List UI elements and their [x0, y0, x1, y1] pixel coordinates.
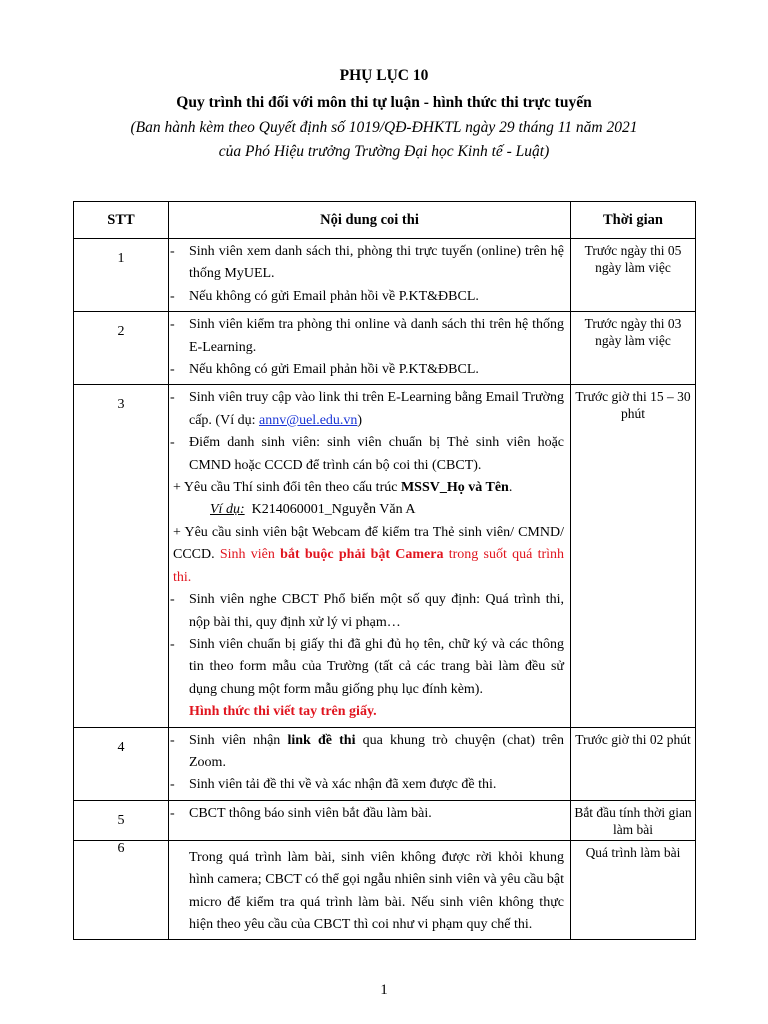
procedure-table [73, 201, 696, 940]
row-stt: 2 [74, 312, 169, 385]
table-row [74, 239, 696, 312]
row-paragraph: Trong quá trình làm bài, sinh viên không được rời khỏi khung hình camera; CBCT có thể gọi ngẫu nhiên sinh viên và yêu cầu bật micro để kiểm tra quá trình làm bài. Nếu sinh viên không thực hiện theo yêu cầu của CBCT thì coi như vi phạm quy chế thi. [189, 849, 564, 932]
row-time: Trước ngày thi 05 ngày làm việc [571, 239, 696, 312]
example-line: Ví dụ: K214060001_Nguyễn Văn A [210, 502, 416, 518]
appendix-title: PHỤ LỤC 10 [339, 67, 429, 84]
row-time: Quá trình làm bài [571, 840, 696, 940]
list-item: - Nếu không có gửi Email phản hồi về P.KT&ĐBCL. [170, 288, 479, 304]
column-header-content: Nội dung coi thi [169, 202, 571, 239]
column-header-stt: STT [74, 202, 169, 239]
list-item: - Nếu không có gửi Email phản hồi về P.KT&ĐBCL. [170, 362, 479, 378]
row-content [169, 239, 571, 312]
row-time: Bắt đầu tính thời gian làm bài [571, 800, 696, 840]
row-time: Trước ngày thi 03 ngày làm việc [571, 312, 696, 385]
table-row [74, 727, 696, 800]
table-row [74, 312, 696, 385]
sub-item-webcam: + Yêu cầu sinh viên bật Webcam để kiểm tra Thẻ sinh viên/ CMND/ CCCD. Sinh viên bắt buộc phải bật Camera trong suốt quá trình thi. [173, 524, 565, 585]
list-item: - Sinh viên truy cập vào link thi trên E-Learning bằng Email Trường cấp. (Ví dụ: annv@uel.edu.vn) [170, 390, 564, 428]
list-item: - CBCT thông báo sinh viên bắt đầu làm bài. [170, 805, 432, 821]
document-header [0, 66, 768, 164]
list-item: - Sinh viên kiểm tra phòng thi online và danh sách thi trên hệ thống E-Learning. [170, 317, 564, 355]
row-time: Trước giờ thi 02 phút [571, 727, 696, 800]
sub-item-rename: + Yêu cầu Thí sinh đổi tên theo cấu trúc MSSV_Họ và Tên. [173, 480, 513, 496]
row-content [169, 727, 571, 800]
list-item: - Sinh viên nghe CBCT Phổ biến một số quy định: Quá trình thi, nộp bài thi, quy định xử lý vi phạm… [170, 592, 564, 630]
document-subtitle-line1: (Ban hành kèm theo Quyết định số 1019/QĐ-ĐHKTL ngày 29 tháng 11 năm 2021 [130, 119, 638, 136]
column-header-time: Thời gian [571, 202, 696, 239]
list-item: - Sinh viên nhận link đề thi qua khung trò chuyện (chat) trên Zoom. [170, 732, 564, 770]
list-item: - Sinh viên tải đề thi về và xác nhận đã xem được đề thi. [170, 777, 497, 793]
document-subtitle-line2: của Phó Hiệu trưởng Trường Đại học Kinh tế - Luật) [218, 143, 550, 160]
row-stt: 3 [74, 385, 169, 727]
row-content [169, 840, 571, 940]
list-item: - Điểm danh sinh viên: sinh viên chuẩn bị Thẻ sinh viên hoặc CMND hoặc CCCD để trình cán bộ coi thi (CBCT). [170, 435, 564, 473]
row-stt: 1 [74, 239, 169, 312]
row-content [169, 312, 571, 385]
row-content [169, 385, 571, 727]
page-number: 1 [380, 982, 388, 998]
email-link[interactable]: annv@uel.edu.vn [258, 412, 358, 428]
table-header-row [74, 202, 696, 239]
row-content [169, 800, 571, 840]
table-row [74, 385, 696, 727]
row-stt: 5 [74, 800, 169, 840]
row-stt: 4 [74, 727, 169, 800]
row-stt: 6 [74, 840, 169, 940]
table-row [74, 840, 696, 940]
document-title: Quy trình thi đối với môn thi tự luận - hình thức thi trực tuyến [176, 94, 592, 111]
row-time: Trước giờ thi 15 – 30 phút [571, 385, 696, 727]
list-item: - Sinh viên xem danh sách thi, phòng thi trực tuyến (online) trên hệ thống MyUEL. [170, 244, 564, 282]
table-row [74, 800, 696, 840]
list-item: - Sinh viên chuẩn bị giấy thi đã ghi đủ họ tên, chữ ký và các thông tin theo form mẫu của Trường (tất cả các trang bài làm đều sử dụng chung một form mẫu giống phụ lục đính kèm). Hình thức thi viết tay trên giấy. [170, 636, 564, 720]
